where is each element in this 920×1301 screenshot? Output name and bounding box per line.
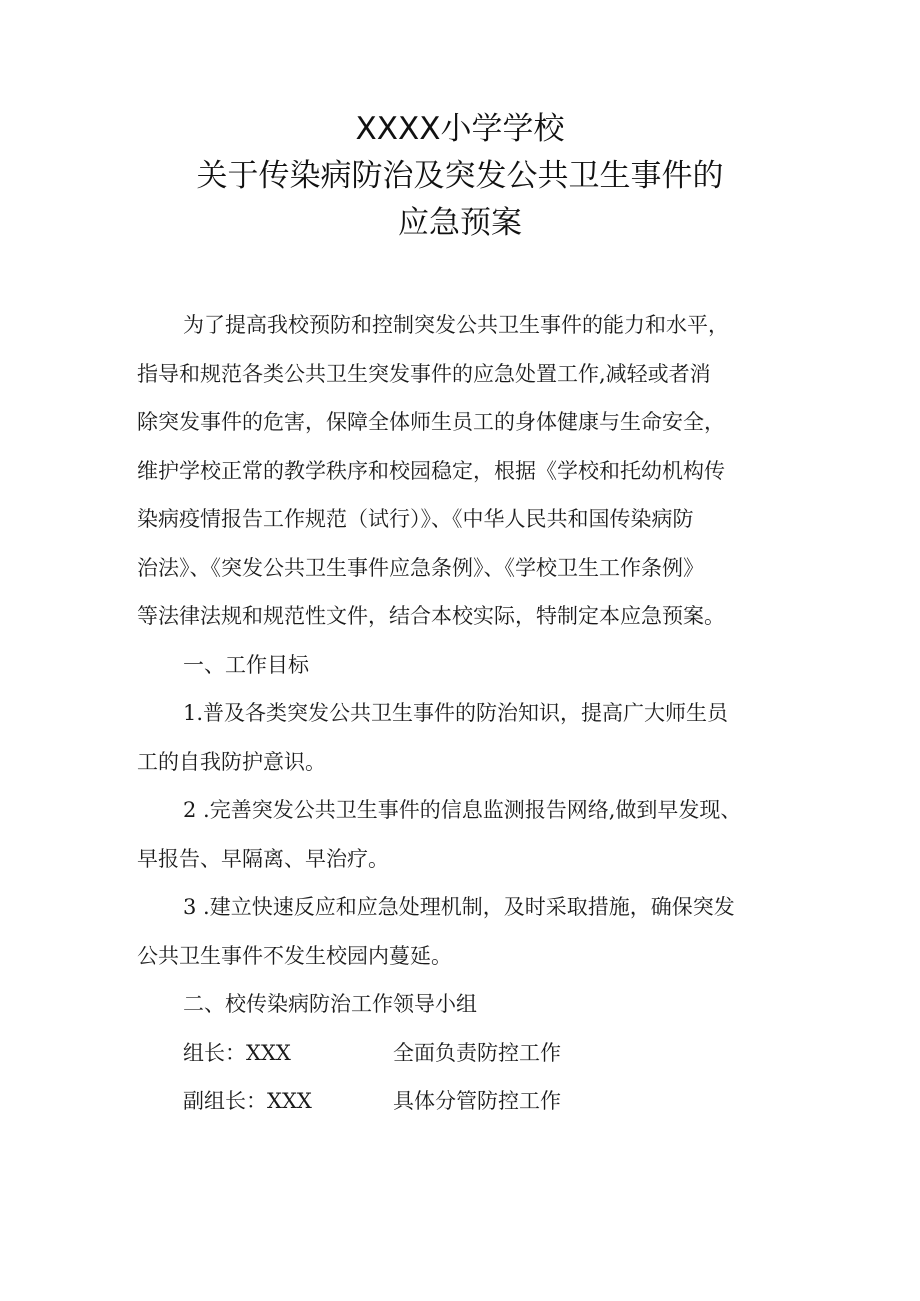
intro-paragraph-continued [137,350,805,641]
leader-duty: 全面负责防控工作 [393,1040,561,1065]
leader-role: 组长：XXX [183,1040,291,1065]
document-body [137,301,805,1126]
intro-line: 维护学校正常的教学秩序和校园稳定，根据《学校和托幼机构传 [137,458,725,483]
title-subject: 关于传染病防治及突发公共卫生事件的 [196,158,724,194]
document-title [0,106,920,247]
section-heading-text: 一、工作目标 [183,652,309,677]
goal-item-3 [137,883,805,980]
goal-line: 公共卫生事件不发生校园内蔓延。 [137,943,452,968]
goal-line: 2 .完善突发公共卫生事件的信息监测报告网络,做到早发现、 [183,798,742,822]
goal-line: 3 .建立快速反应和应急处理机制，及时采取措施，确保突发 [183,895,735,919]
goal-line: 1.普及各类突发公共卫生事件的防治知识，提高广大师生员 [183,701,729,725]
deputy-leader-duty: 具体分管防控工作 [393,1089,561,1113]
title-school-name: XXXX小学学校 [355,111,565,147]
intro-line: 指导和规范各类公共卫生突发事件的应急处置工作,减轻或者消 [137,361,711,386]
deputy-leader-row [137,1077,805,1126]
intro-line: 治法》、《突发公共卫生事件应急条例》、《学校卫生工作条例》 [137,555,704,580]
goal-item-1 [137,689,805,786]
goal-line: 工的自我防护意识。 [137,749,326,774]
section-heading-goals [137,641,805,690]
title-plan-type: 应急预案 [398,205,522,241]
intro-line: 染病疫情报告工作规范（试行）》、《中华人民共和国传染病防 [137,507,694,531]
section-heading-leadership [137,980,805,1029]
section-heading-text: 二、校传染病防治工作领导小组 [183,992,477,1016]
leader-row [137,1029,805,1078]
goal-item-2 [137,786,805,883]
deputy-leader-role: 副组长：XXX [183,1089,312,1113]
intro-line: 等法律法规和规范性文件，结合本校实际，特制定本应急预案。 [137,604,725,628]
intro-line: 除突发事件的危害，保障全体师生员工的身体健康与生命安全， [137,410,725,434]
intro-line: 为了提高我校预防和控制突发公共卫生事件的能力和水平， [183,313,729,337]
goal-line: 早报告、早隔离、早治疗。 [137,846,389,871]
intro-paragraph [137,301,805,350]
